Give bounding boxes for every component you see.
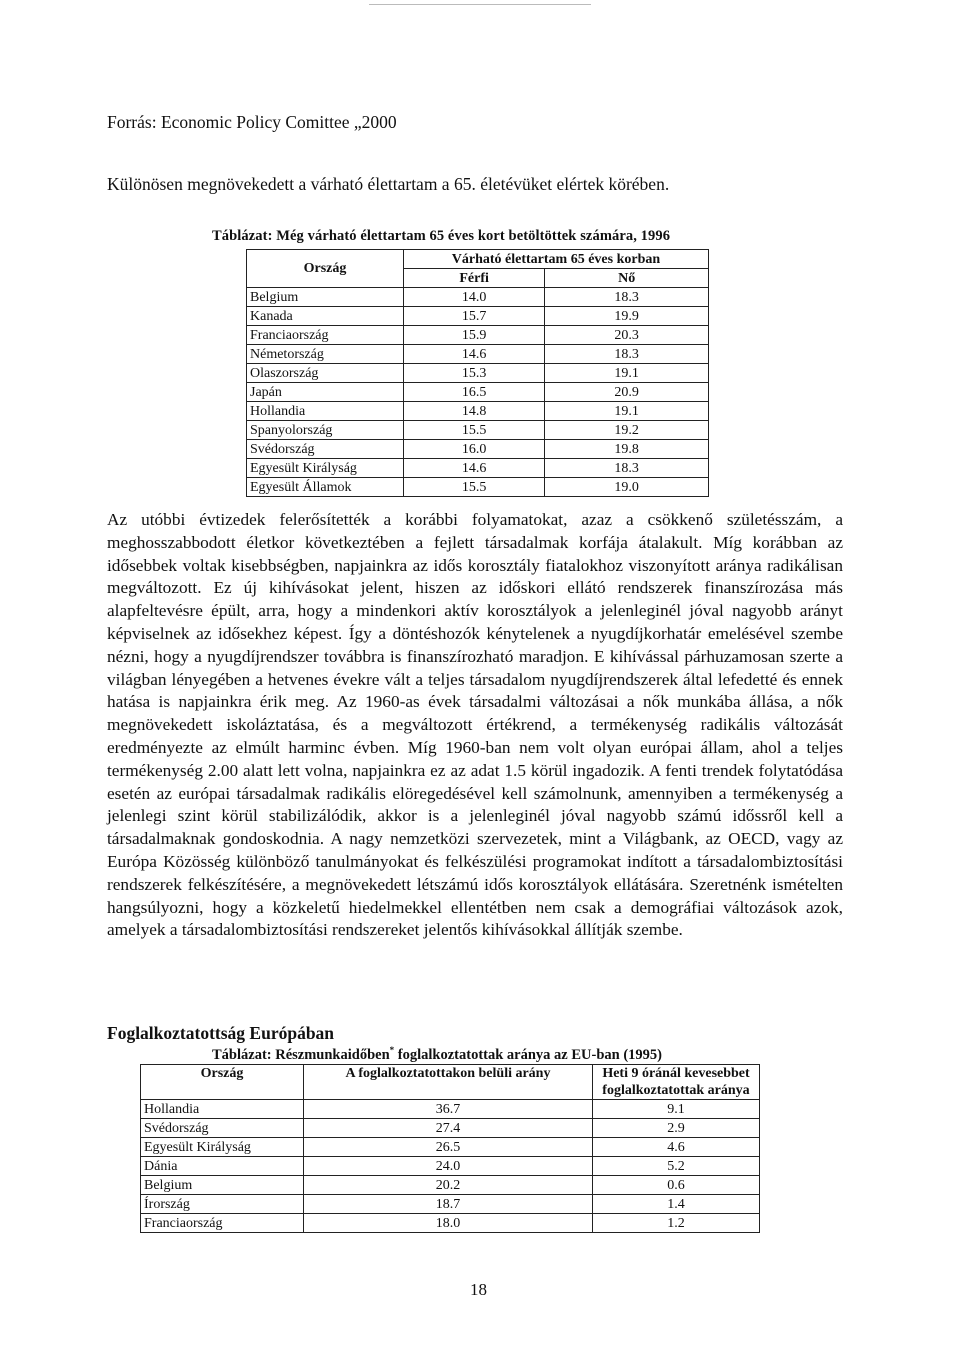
life-expectancy-table <box>246 249 709 497</box>
table2-header-country: Ország <box>141 1065 304 1100</box>
body-paragraph: Az utóbbi évtizedek felerősítették a korábbi folyamatokat, azaz a csökkenő születésszám, a meghosszabbodott életkor következtében a fejlett társadalmak korfája átalakult. Míg korábban az idősebbek voltak kisebbségben, napjainkra az idős korosztály fiatalokhoz viszonyított aránya radikálisan megváltozott. Ez új kihívásokat jelent, hiszen az időskori ellátó rendszerek finanszírozása más alapfeltevésre épült, arra, hogy a mindenkori aktív korosztályok a jelenleginél jóval nagyobb arányt képviselnek az idősekhez képest. Így a döntéshozók kénytelenek a nyugdíjkorhatár emelésével szembe nézni, hogy a nyugdíjrendszer továbbra is finanszírozható maradjon. E kihívással párhuzamosan szerte a világban lényegében a hetvenes évekre vált a teljes társadalom nyugdíjrendszerek által lefedetté és ennek hatása is napjainkra érik meg. Az 1960-as évek társadalmi változásai a nők munkába állása, a nők megnövekedett iskoláztatása, és a megváltozott értékrend, a termékenység radikális változását eredményezte az elmúlt harminc évben. Míg 1960-ban nem volt olyan európai állam, ahol a teljes termékenység 2.00 alatt lett volna, napjainkra ez az adat 1.5 körül ingadozik. A fenti trendek folytatódása esetén az európai társadalmak radikális elöregedésével kell számolnunk, amennyiben a termékenység a jelenlegi szint körül stabilizálódik, akkor is a jelenleginél jóval nagyobb számú időssről kell a társadalmaknak gondoskodnia. A nagy nemzetközi szervezetek, mint a Világbank, az OECD, vagy az Európa Közösség különböző tanulmányokat és felkészülési programokat indított a társadalombiztosítási rendszerek felkészítésére, a megnövekedett létszámú idős korosztályok ellátására. Szeretnénk ismételten hangsúlyozni, hogy a közkeletű hiedelmekkel ellentétben nem csak a demográfiai változások azok, amelyek a társadalombiztosítási rendszereket jelentős kihívásokkal állítják szembe. <box>107 510 843 940</box>
table1-cell-male: 14.6 <box>403 345 544 364</box>
table1-row <box>247 364 709 383</box>
table1-cell-country: Hollandia <box>247 402 404 421</box>
table2-cell-country: Írország <box>141 1195 304 1214</box>
table1-cell-female: 20.9 <box>545 383 709 402</box>
table2-caption-pre: Táblázat: Részmunkaidőben <box>212 1046 390 1063</box>
section-title: Foglalkoztatottság Európában <box>107 1023 335 1043</box>
table1-cell-country: Franciaország <box>247 326 404 345</box>
table2-row <box>141 1100 760 1119</box>
table1-header-country: Ország <box>247 250 404 288</box>
table2-cell-country: Hollandia <box>141 1100 304 1119</box>
table1-header-group: Várható élettartam 65 éves korban <box>403 250 708 269</box>
table2-cell-country: Franciaország <box>141 1214 304 1233</box>
table1-cell-male: 15.3 <box>403 364 544 383</box>
table1-cell-female: 19.2 <box>545 421 709 440</box>
table1-cell-female: 18.3 <box>545 288 709 307</box>
table2-header-weekly: Heti 9 óránál kevesebbet foglalkoztatottak aránya <box>593 1065 760 1100</box>
part-time-table <box>140 1064 760 1233</box>
table1-cell-country: Svédország <box>247 440 404 459</box>
table1-row <box>247 421 709 440</box>
table2-cell-share: 24.0 <box>304 1157 593 1176</box>
table2-cell-share: 27.4 <box>304 1119 593 1138</box>
table2-cell-share: 20.2 <box>304 1176 593 1195</box>
table1-cell-female: 19.0 <box>545 478 709 497</box>
table2-row <box>141 1157 760 1176</box>
table2-caption-mark: * <box>389 1045 395 1055</box>
table1-cell-male: 15.5 <box>403 421 544 440</box>
table1-cell-female: 19.1 <box>545 364 709 383</box>
table1-cell-female: 19.9 <box>545 307 709 326</box>
table2-cell-weekly: 9.1 <box>593 1100 760 1119</box>
body-paragraph-block <box>107 509 843 942</box>
source-line: Forrás: Economic Policy Comittee „2000 <box>107 112 397 132</box>
top-rule <box>369 4 591 5</box>
table1-row <box>247 440 709 459</box>
table1-row <box>247 288 709 307</box>
table2-row <box>141 1119 760 1138</box>
table1-cell-female: 20.3 <box>545 326 709 345</box>
table2-cell-share: 18.7 <box>304 1195 593 1214</box>
table2-row <box>141 1138 760 1157</box>
table1-cell-country: Németország <box>247 345 404 364</box>
table2-header-share: A foglalkoztatottakon belüli arány <box>304 1065 593 1100</box>
table1-cell-male: 16.5 <box>403 383 544 402</box>
table1-cell-country: Egyesült Királyság <box>247 459 404 478</box>
table1-row <box>247 402 709 421</box>
table1-cell-male: 14.6 <box>403 459 544 478</box>
table1-caption: Táblázat: Még várható élettartam 65 éves kort betöltöttek számára, 1996 <box>212 228 671 244</box>
table1-cell-female: 18.3 <box>545 345 709 364</box>
lead-sentence: Különösen megnövekedett a várható élettartam a 65. életévüket elértek körében. <box>107 174 670 194</box>
table2-cell-weekly: 2.9 <box>593 1119 760 1138</box>
table1-row <box>247 345 709 364</box>
table2-cell-country: Egyesült Királyság <box>141 1138 304 1157</box>
table1-header-male: Férfi <box>403 269 544 288</box>
table2-cell-share: 18.0 <box>304 1214 593 1233</box>
table2-row <box>141 1214 760 1233</box>
table1-cell-male: 14.0 <box>403 288 544 307</box>
table1-cell-male: 15.7 <box>403 307 544 326</box>
table1-body <box>247 288 709 497</box>
table2-body <box>141 1100 760 1233</box>
table2-row <box>141 1176 760 1195</box>
table1-cell-country: Kanada <box>247 307 404 326</box>
table2-cell-weekly: 0.6 <box>593 1176 760 1195</box>
table2-cell-share: 26.5 <box>304 1138 593 1157</box>
table2-cell-country: Svédország <box>141 1119 304 1138</box>
table1-row <box>247 459 709 478</box>
table2-cell-country: Dánia <box>141 1157 304 1176</box>
table1-cell-country: Olaszország <box>247 364 404 383</box>
table1-row <box>247 326 709 345</box>
table1-row <box>247 307 709 326</box>
table2-caption <box>212 1045 662 1064</box>
table1-cell-country: Egyesült Államok <box>247 478 404 497</box>
table1-cell-country: Belgium <box>247 288 404 307</box>
table1-cell-male: 14.8 <box>403 402 544 421</box>
table1-cell-female: 19.1 <box>545 402 709 421</box>
table2-cell-weekly: 1.2 <box>593 1214 760 1233</box>
table2-caption-post: foglalkoztatottak aránya az EU-ban (1995) <box>394 1046 662 1063</box>
table2-row <box>141 1195 760 1214</box>
table1-row <box>247 478 709 497</box>
table1-row <box>247 383 709 402</box>
table1-cell-country: Japán <box>247 383 404 402</box>
table1-cell-male: 15.9 <box>403 326 544 345</box>
table1-header-female: Nő <box>545 269 709 288</box>
table2-cell-share: 36.7 <box>304 1100 593 1119</box>
table1-cell-female: 18.3 <box>545 459 709 478</box>
table2-cell-weekly: 1.4 <box>593 1195 760 1214</box>
table2-cell-weekly: 5.2 <box>593 1157 760 1176</box>
table2-cell-weekly: 4.6 <box>593 1138 760 1157</box>
table1-cell-country: Spanyolország <box>247 421 404 440</box>
table2-cell-country: Belgium <box>141 1176 304 1195</box>
table1-cell-female: 19.8 <box>545 440 709 459</box>
table1-cell-male: 16.0 <box>403 440 544 459</box>
page-number: 18 <box>470 1280 487 1299</box>
table1-cell-male: 15.5 <box>403 478 544 497</box>
